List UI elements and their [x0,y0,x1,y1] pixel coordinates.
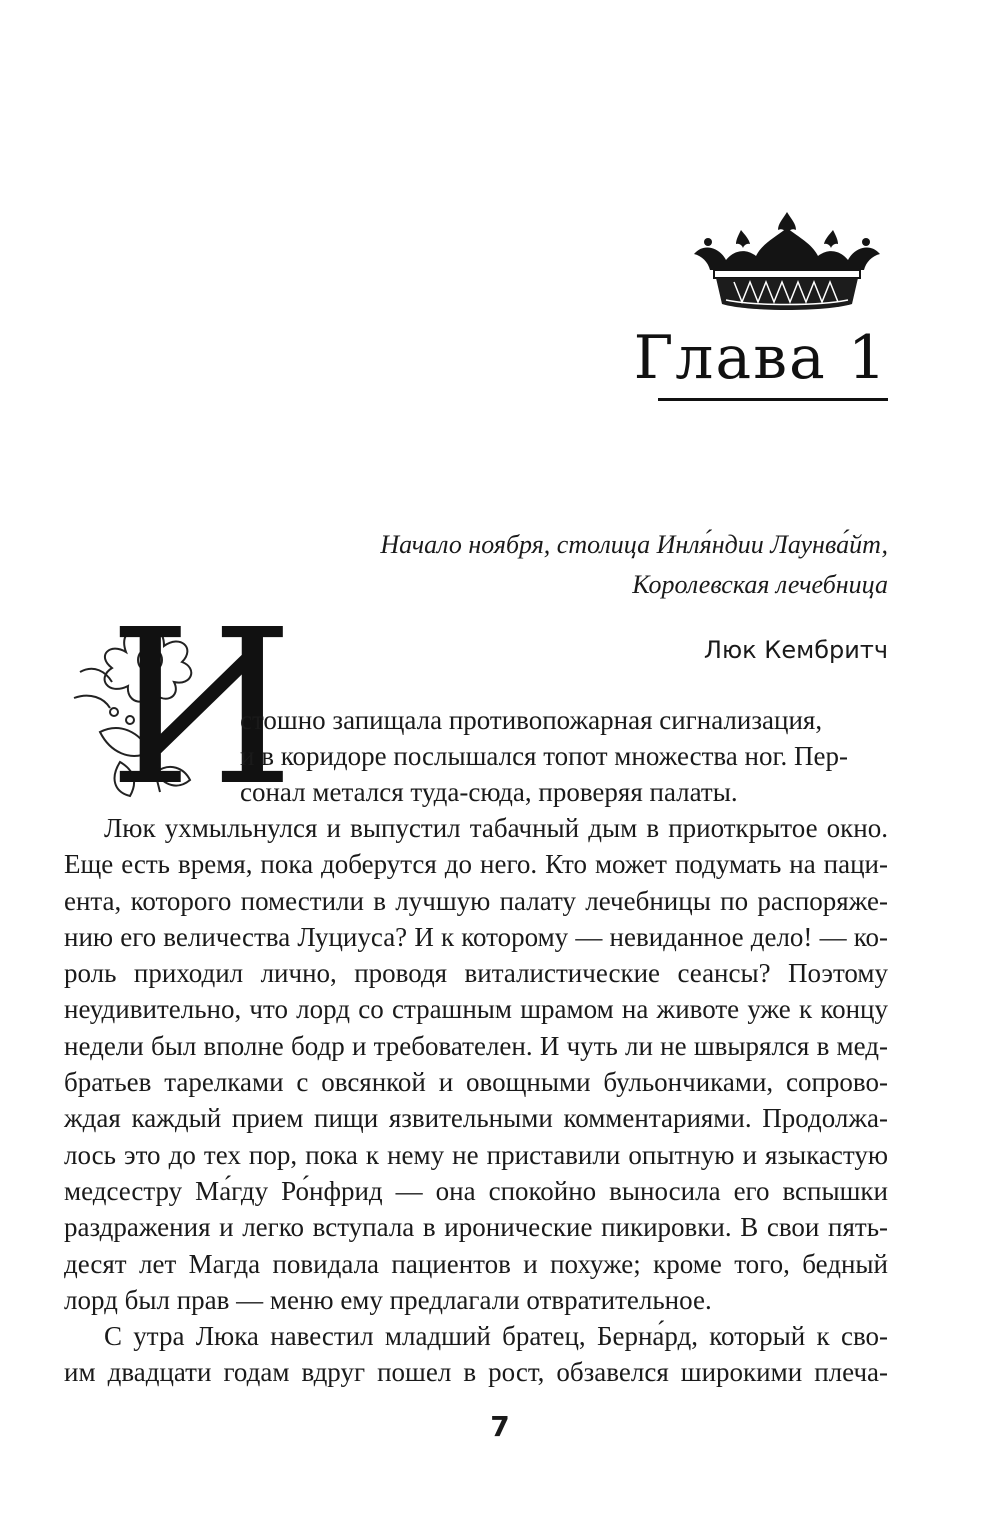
drop-cap-letter: И [108,584,295,833]
epigraph [300,525,888,605]
chapter-title: Глава 1 [633,323,888,393]
text-line: недели был вполне бодр и требователен. И чуть ли не швырялся в мед- [64,1030,888,1061]
epigraph-line: Королевская лечебница [632,570,888,599]
text-line: неудивительно, что лорд со страшным шрамом на животе уже к концу [64,994,888,1025]
paragraph [64,810,888,1318]
text-line: братьев тарелками с овсянкой и овощными бульончиками, сопрово- [64,1067,888,1098]
text-line: и в коридоре послышался топот множества ног. Пер- [240,741,848,771]
text-line: Люк ухмыльнулся и выпустил табачный дым в приоткрытое окно. [104,813,888,843]
text-line: нию его величества Луциуса? И к которому — невиданное дело! — ко- [64,921,888,952]
epigraph-line: Начало ноября, столица Инля́ндии Лаунва́йт, [380,530,888,559]
paragraph [64,1318,888,1391]
text-line: Еще есть время, пока доберутся до него. Кто может подумать на паци- [64,849,888,880]
text-line: ждая каждый прием пищи язвительными комментариями. Продолжа- [64,1103,888,1134]
text-line: ента, которого поместили в лучшую палату лечебницы по распоряже- [64,885,888,916]
title-underline [658,398,888,401]
pov-character: Люк Кембритч [703,636,888,664]
page-number: 7 [490,1410,510,1443]
text-line: десят лет Магда повидала пациентов и похуже; кроме того, бедный [64,1248,888,1279]
text-line: С утра Люка навестил младший братец, Берна́рд, который к сво- [104,1321,888,1352]
text-line: лорд был прав — меню ему предлагали отвратительное. [64,1284,712,1315]
text-line: стошно запищала противопожарная сигнализация, [240,705,823,735]
text-line: лось это до тех пор, пока к нему не приставили опытную и языкастую [64,1139,888,1170]
first-paragraph [240,702,888,810]
text-line: раздражения и легко вступала в иронические пикировки. В свои пять- [64,1212,888,1243]
text-line: им двадцати годам вдруг пошел в рост, обзавелся широкими плеча- [64,1357,888,1388]
text-line: медсестру Ма́гду Ро́нфрид — она спокойно выносила его вспышки [64,1175,888,1206]
body-text [64,810,888,1391]
text-line: сонал метался туда-сюда, проверяя палаты. [240,777,738,807]
text-line: роль приходил лично, проводя виталистические сеансы? Поэтому [64,958,888,989]
crown-ornament-icon [686,208,888,316]
